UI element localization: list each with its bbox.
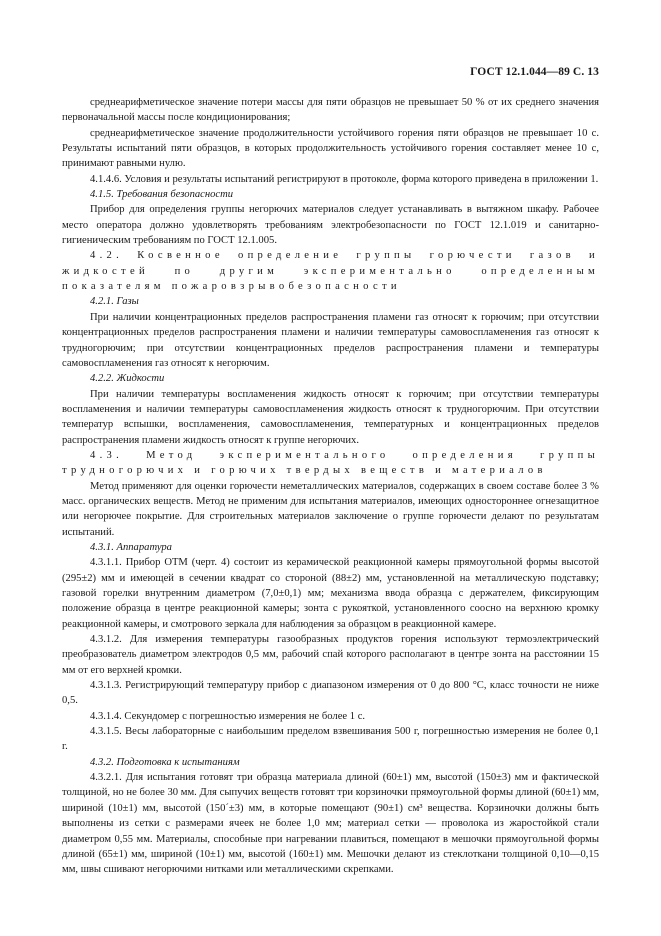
section-heading: 4.2.1. Газы — [90, 296, 139, 308]
paragraph: 4.3.2.1. Для испытания готовят три образца материала длиной (60±1) мм, высотой (150±3) мм и фактической толщиной, но не более 30 мм. Для сыпучих веществ готовят три корзиночки прямоугольной формы длиной (60±1) мм, шириной (10±1) мм, высотой (150´±3) мм, в которые помещают (90±1) см³ вещества. Корзиночки должны быть выполнены из сетки с размерами ячеек не более 1,0 мм; материал сетки — проволока из жаростойкой стали диаметром 0,55 мм. Материалы, способные при нагревании плавиться, помещают в мешочки прямоугольной формы длиной (65±1) мм, шириной (10±1) мм, высотой (160±1) мм. Мешочки делают из стеклоткани толщиной 0,10—0,15 мм, швы сшивают негорючими нитками или металлическими скрепками. — [62, 772, 599, 876]
paragraph: среднеарифметическое значение потери массы для пяти образцов не превышает 50 % от их среднего значения первоначальной массы после кондиционирования; — [62, 97, 599, 124]
section-heading: 4.3.1. Аппаратура — [90, 541, 172, 553]
paragraph: Прибор для определения группы негорючих материалов следует устанавливать в вытяжном шкафу. Рабочее место оператора должно удовлетворять требованиям электробезопасности по ГОСТ 12.1.019 и санитарно-гигиеническим требованиям по ГОСТ 12.1.005. — [62, 204, 599, 247]
section-heading: 4.3.2. Подготовка к испытаниям — [90, 756, 240, 768]
paragraph: 4.1.4.6. Условия и результаты испытаний регистрируют в протоколе, форма которого приведена в приложении 1. — [90, 173, 599, 185]
paragraph: 4.3.1.5. Весы лабораторные с наибольшим пределом взвешивания 500 г, погрешностью измерения не более 0,1 г. — [62, 726, 599, 753]
section-heading: 4.1.5. Требования безопасности — [90, 189, 234, 201]
paragraph: Метод применяют для оценки горючести неметаллических материалов, содержащих в своем составе более 3 % масс. органических веществ. Метод не применим для испытания материалов, имеющих одностороннее огнезащитное или негорючее покрытие. Для строительных материалов заключение о группе горючести делают по результатам испытаний. — [62, 480, 599, 538]
document-body — [62, 95, 599, 878]
paragraph: 4.3.1.3. Регистрирующий температуру прибор с диапазоном измерения от 0 до 800 °С, класс точности не ниже 0,5. — [62, 680, 599, 707]
paragraph: 4.3.1.2. Для измерения температуры газообразных продуктов горения используют термоэлектрический преобразователь диаметром электродов 0,5 мм, рабочий спай которого располагают в центре зонта на расстоянии 15 мм от его верхней кромки. — [62, 634, 599, 676]
paragraph: среднеарифметическое значение продолжительности устойчивого горения пяти образцов не превышает 10 с. Результаты испытаний пяти образцов, в которых продолжительность устойчивого горения составляет менее 10 с, принимают равными нулю. — [62, 127, 599, 170]
section-heading: 4.3. Метод экспериментального определения группы трудногорючих и горючих твердых веществ и материалов — [62, 449, 599, 477]
paragraph: 4.3.1.4. Секундомер с погрешностью измерения не более 1 с. — [90, 710, 366, 722]
section-heading: 4.2. Косвенное определение группы горючести газов и жидкостей по другим экспериментально определенным показателям пожаровзрывобезопасности — [62, 250, 599, 293]
running-header: ГОСТ 12.1.044—89 С. 13 — [470, 66, 599, 78]
paragraph: При наличии температуры воспламенения жидкость относят к горючим; при отсутствии температуры воспламенения и наличии температуры самовоспламенения жидкость относят к трудногорючим. При отсутствии температур вспышки, воспламенения, самовоспламенения, температурных и концентрационных пределов распространения пламени жидкость относят к группе негорючих. — [62, 388, 599, 446]
paragraph: При наличии концентрационных пределов распространения пламени газ относят к горючим; при отсутствии концентрационных пределов распространения пламени и наличии температуры самовоспламенения газ относят к трудногорючим; при отсутствии концентрационных пределов распространения пламени и температуры самовоспламенения газ относят к негорючим. — [62, 311, 599, 369]
paragraph: 4.3.1.1. Прибор ОТМ (черт. 4) состоит из керамической реакционной камеры прямоугольной формы высотой (295±2) мм и имеющей в сечении квадрат со стороной (88±2) мм, установленной на металлическую подставку; газовой горелки внутренним диаметром (7,0±0,1) мм; механизма ввода образца с держателем, фиксирующим положение образца в центре реакционной камеры; зонта с рукояткой, установленного соосно на верхнюю кромку реакционной камеры, и смотрового зеркала для наблюдения за образцом в реакционной камере. — [62, 557, 599, 630]
section-heading: 4.2.2. Жидкости — [90, 373, 165, 385]
